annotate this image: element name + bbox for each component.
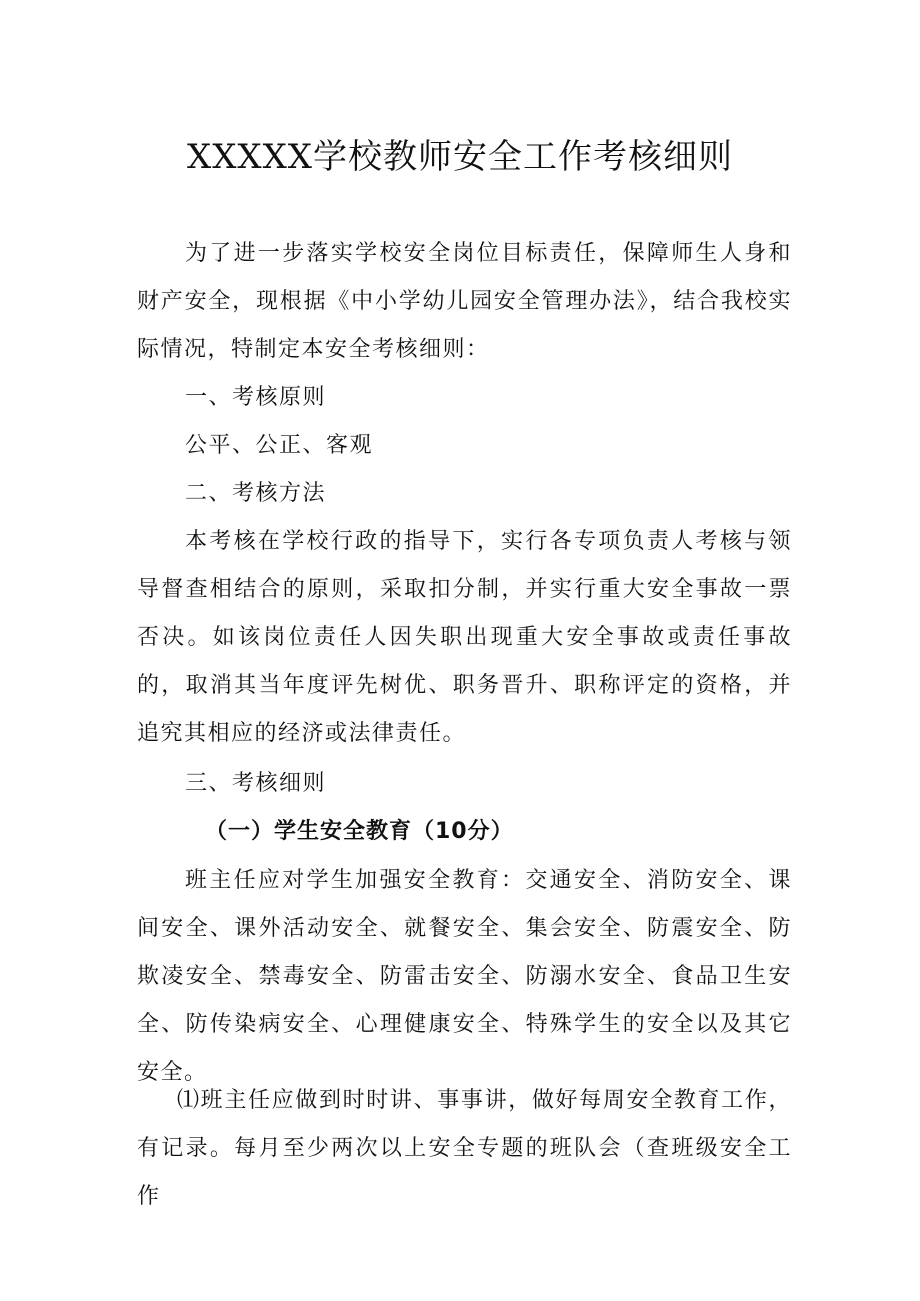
- item-1-paragraph: ⑴班主任应做到时时讲、事事讲，做好每周安全教育工作，有记录。每月至少两次以上安全专题的班队会（查班级安全工作: [137, 1088, 792, 1209]
- section-heading-principles: 一、考核原则: [185, 385, 327, 410]
- intro-paragraph: 为了进一步落实学校安全岗位目标责任，保障师生人身和财产安全，现根据《中小学幼儿园安全管理办法》，结合我校实际情况，特制定本安全考核细则：: [137, 241, 792, 362]
- section-heading-methods: 二、考核方法: [185, 481, 327, 506]
- subsection-heading-safety-education: （一）学生安全教育（10分）: [205, 819, 514, 844]
- principles-text: 公平、公正、客观: [185, 433, 374, 458]
- section-heading-rules: 三、考核细则: [185, 771, 327, 796]
- methods-paragraph: 本考核在学校行政的指导下，实行各专项负责人考核与领导督查相结合的原则，采取扣分制，并实行重大安全事故一票否决。如该岗位责任人因失职出现重大安全事故或责任事故的，取消其当年度评先树优、职务晋升、职称评定的资格，并追究其相应的经济或法律责任。: [137, 529, 792, 746]
- document-title: XXXXX学校教师安全工作考核细则: [186, 137, 734, 177]
- safety-education-paragraph: 班主任应对学生加强安全教育：交通安全、消防安全、课间安全、课外活动安全、就餐安全、集会安全、防震安全、防欺凌安全、禁毒安全、防雷击安全、防溺水安全、食品卫生安全、防传染病安全、心理健康安全、特殊学生的安全以及其它安全。: [137, 868, 792, 1085]
